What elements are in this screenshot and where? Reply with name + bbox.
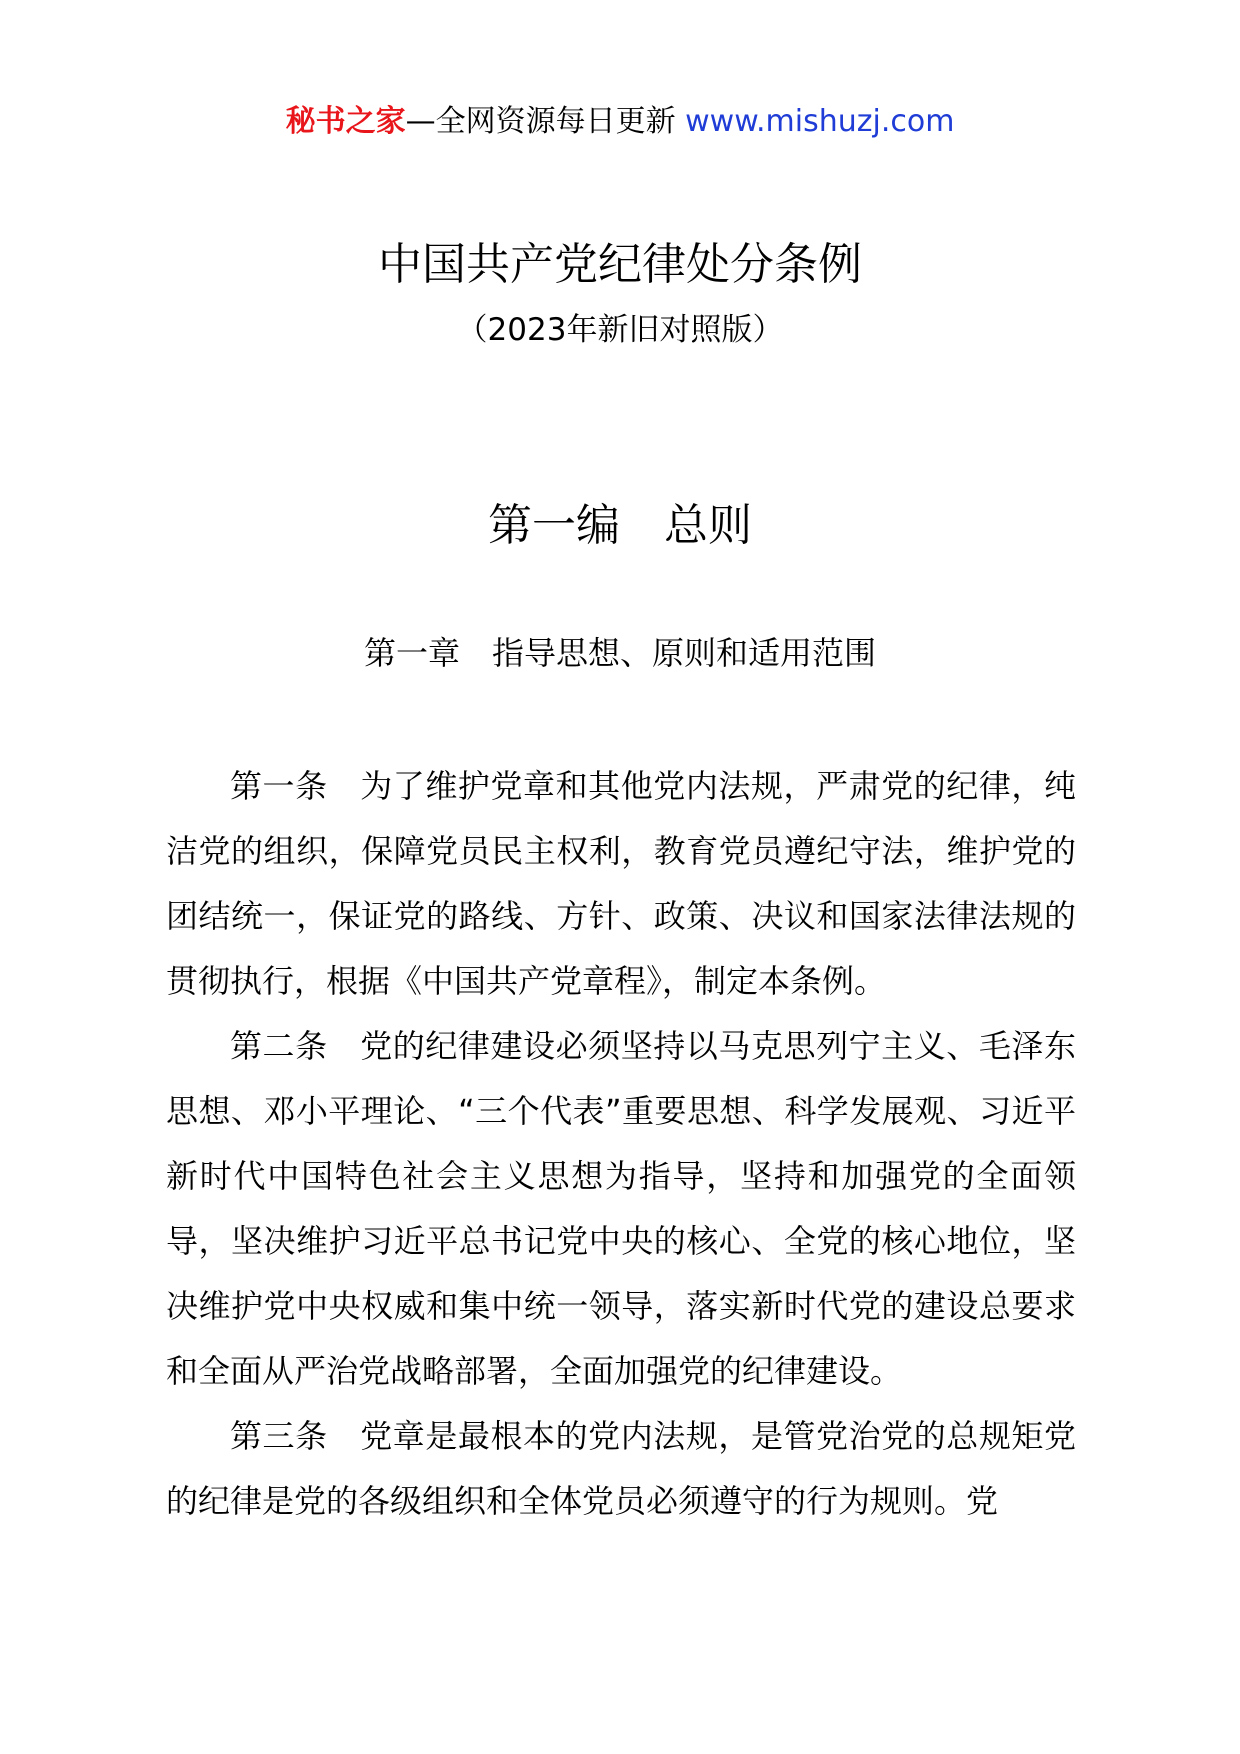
document-body [166,754,1076,1534]
brand-name: 秘书之家 [285,104,406,139]
article-1: 第一条 为了维护党章和其他党内法规，严肃党的纪律，纯洁党的组织，保障党员民主权利，教育党员遵纪守法，维护党的团结统一，保证党的路线、方针、政策、决议和国家法律法规的贯彻执行，根据《中国共产党章程》，制定本条例。 [166,767,1076,1000]
document-title: 中国共产党纪律处分条例 [378,239,862,290]
site-header [0,100,1240,144]
article-2: 第二条 党的纪律建设必须坚持以马克思列宁主义、毛泽东思想、邓小平理论、“三个代表”重要思想、科学发展观、习近平新时代中国特色社会主义思想为指导，坚持和加强党的全面领导，坚决维护习近平总书记党中央的核心、全党的核心地位，坚决维护党中央权威和集中统一领导，落实新时代党的建设总要求和全面从严治党战略部署，全面加强党的纪律建设。 [166,1027,1076,1390]
document-subtitle: （2023年新旧对照版） [456,312,784,348]
site-url-link[interactable]: www.mishuzj.com [685,104,955,139]
article-3: 第三条 党章是最根本的党内法规，是管党治党的总规矩党的纪律是党的各级组织和全体党员必须遵守的行为规则。党 [166,1417,1076,1520]
chapter-title: 第一章 指导思想、原则和适用范围 [363,634,876,672]
part-title: 第一编 总则 [488,500,752,551]
header-slogan: —全网资源每日更新 [405,104,676,139]
